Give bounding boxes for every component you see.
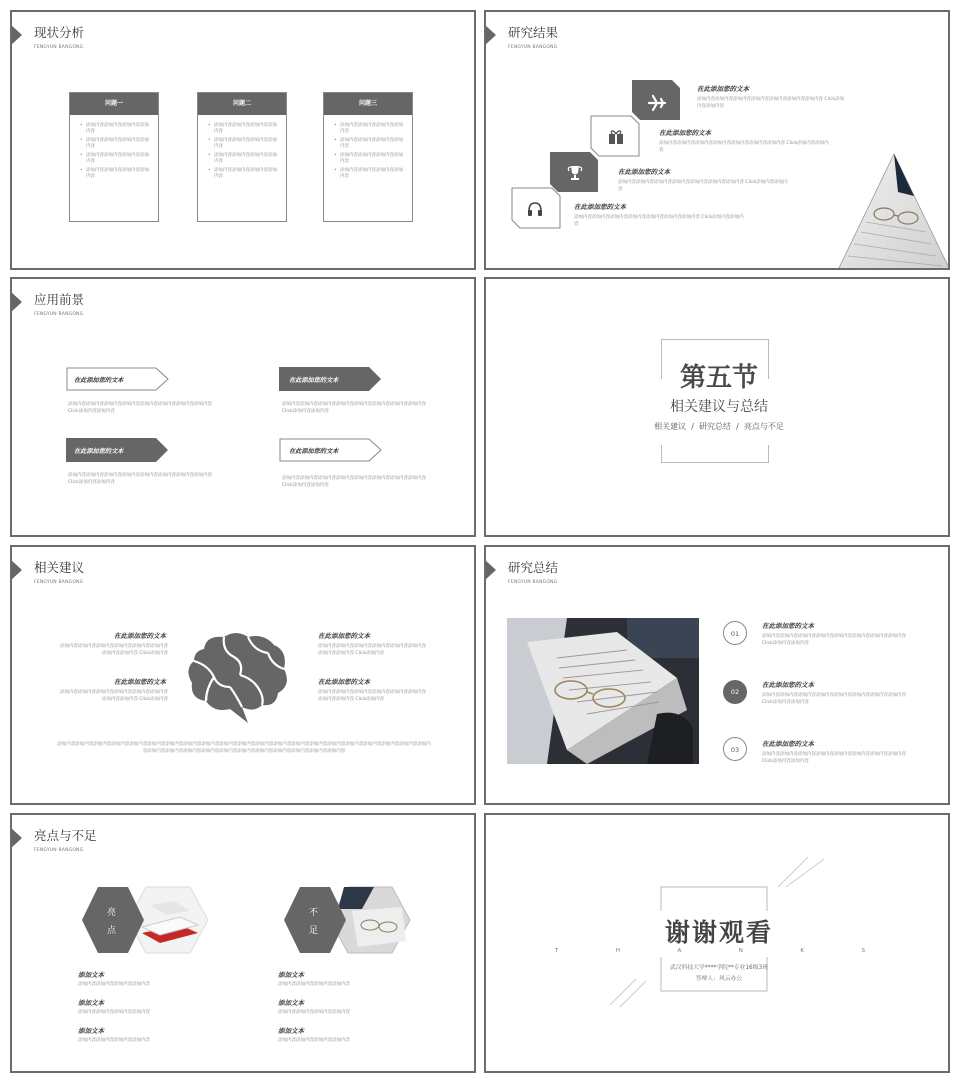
section-title: 相关建议与总结 (670, 399, 768, 415)
bullet-item: • 添加内容添加内容添加内容添加内容 (80, 153, 152, 165)
slide-highlights-shortcomings[interactable] (10, 813, 476, 1073)
item-text: 添加内容添加内容添加内容添加内容 (78, 982, 150, 987)
slide-title: 研究结果 (508, 25, 559, 40)
block-heading: 在此添加您的文本 (114, 632, 166, 640)
result-text: 添加内容添加内容添加内容添加内容添加内容添加内容添加内容 Click添加内容添加内容 (618, 180, 788, 192)
item-text: 添加内容添加内容添加内容添加内容 (278, 1038, 350, 1043)
block-heading: 在此添加您的文本 (318, 678, 370, 686)
item-heading: 添加文本 (278, 971, 304, 979)
slide-section-five[interactable] (484, 277, 950, 537)
shortcomings-hex-graphic (282, 885, 412, 955)
bullet-item: • 添加内容添加内容添加内容添加内容 (334, 138, 406, 150)
footer-text: 添加内容添加内容添加内容添加内容添加内容添加内容添加内容添加内容添加内容添加内容添加内容添加内容添加内容添加内容添加内容添加内容添加内容添加内容添加内容添加内容添加内容添加内容添加内容添加内容添加内容添加内容添加内容添加内容添加内容添加内容添加内容添加内容 (57, 742, 431, 754)
slide-subtitle: FENGYUN BANGONG (508, 580, 558, 585)
problem-card (323, 92, 413, 222)
item-text: 添加内容添加内容添加内容添加内容 (278, 982, 350, 987)
block-text: 添加内容添加内容添加内容添加内容添加内容添加内容添加内容添加内容 Click添加内容 (318, 644, 426, 656)
book-photo-triangle (836, 152, 950, 270)
item-heading: 添加文本 (278, 1027, 304, 1035)
card-heading: 问题一 (70, 93, 158, 115)
slide-subtitle: FENGYUN BANGONG (34, 45, 84, 50)
block-text: 添加内容添加内容添加内容添加内容添加内容添加内容添加内容添加内容 Click添加内容 (60, 644, 168, 656)
result-text: 添加内容添加内容添加内容添加内容添加内容添加内容添加内容 Click添加内容添加内容 (574, 215, 744, 227)
summary-text: 添加内容添加内容添加内容添加内容添加内容添加内容添加内容添加内容 Click添加内容添加内容 (762, 752, 906, 764)
headphones-icon (526, 200, 544, 218)
hex-char: 亮 (107, 908, 117, 918)
tag-text: 添加内容添加内容添加内容添加内容添加内容添加内容添加内容添加内容 Click添加内容添加内容 (68, 473, 212, 485)
tag-label: 在此添加您的文本 (74, 377, 124, 384)
block-text: 添加内容添加内容添加内容添加内容添加内容添加内容添加内容添加内容 Click添加内容 (60, 690, 168, 702)
bullet-item: • 添加内容添加内容添加内容添加内容 (208, 168, 280, 180)
airplane-icon (647, 93, 667, 113)
result-heading: 在此添加您的文本 (574, 203, 626, 211)
result-heading: 在此添加您的文本 (697, 85, 749, 93)
title-marker (10, 827, 22, 849)
thanks-title: 谢谢观看 (664, 918, 773, 947)
hex-char: 足 (309, 926, 319, 936)
book-glasses-photo (507, 618, 699, 764)
block-heading: 在此添加您的文本 (318, 632, 370, 640)
slide-subtitle: FENGYUN BANGONG (34, 848, 84, 853)
slide-research-summary[interactable] (484, 545, 950, 805)
bullet-item: • 添加内容添加内容添加内容添加内容 (80, 168, 152, 180)
section-number: 第五节 (679, 363, 758, 393)
organization: 武汉科技大学****学院**专业16级3班 (669, 965, 769, 971)
tag-text: 添加内容添加内容添加内容添加内容添加内容添加内容添加内容添加内容 Click添加内容添加内容 (282, 402, 426, 414)
slide-status-analysis[interactable] (10, 10, 476, 270)
bullet-item: • 添加内容添加内容添加内容添加内容 (334, 153, 406, 165)
slide-title: 相关建议 (34, 560, 85, 575)
item-heading: 添加文本 (78, 999, 104, 1007)
summary-text: 添加内容添加内容添加内容添加内容添加内容添加内容添加内容添加内容 Click添加内容添加内容 (762, 634, 906, 646)
slide-subtitle: FENGYUN BANGONG (34, 580, 84, 585)
step-number-circle: 01 (723, 621, 747, 645)
item-heading: 添加文本 (78, 1027, 104, 1035)
slide-subtitle: FENGYUN BANGONG (508, 45, 558, 50)
hex-char: 不 (309, 908, 319, 918)
slide-title: 现状分析 (34, 25, 85, 40)
problem-card (197, 92, 287, 222)
tag-text: 添加内容添加内容添加内容添加内容添加内容添加内容添加内容添加内容 Click添加内容添加内容 (68, 402, 212, 414)
card-heading: 问题二 (198, 93, 286, 115)
title-marker (484, 24, 496, 46)
gift-icon (607, 128, 625, 146)
slide-research-results[interactable] (484, 10, 950, 270)
slide-thanks[interactable] (484, 813, 950, 1073)
card-heading: 问题三 (324, 93, 412, 115)
highlights-hex-graphic (80, 885, 210, 955)
bullet-item: • 添加内容添加内容添加内容添加内容 (80, 123, 152, 135)
summary-heading: 在此添加您的文本 (762, 622, 814, 630)
item-text: 添加内容添加内容添加内容添加内容 (278, 1010, 350, 1015)
problem-card (69, 92, 159, 222)
bullet-item: • 添加内容添加内容添加内容添加内容 (80, 138, 152, 150)
bullet-item: • 添加内容添加内容添加内容添加内容 (334, 123, 406, 135)
bullet-item: • 添加内容添加内容添加内容添加内容 (208, 153, 280, 165)
title-marker (484, 559, 496, 581)
trophy-icon (566, 164, 584, 182)
item-heading: 添加文本 (78, 971, 104, 979)
tag-label: 在此添加您的文本 (74, 448, 124, 455)
slide-title: 应用前景 (34, 292, 85, 307)
step-number-circle: 02 (723, 680, 747, 704)
tag-label: 在此添加您的文本 (289, 448, 339, 455)
bullet-item: • 添加内容添加内容添加内容添加内容 (208, 123, 280, 135)
bullet-item: • 添加内容添加内容添加内容添加内容 (208, 138, 280, 150)
result-text: 添加内容添加内容添加内容添加内容添加内容添加内容添加内容 Click添加内容添加内容 (697, 97, 845, 109)
summary-heading: 在此添加您的文本 (762, 740, 814, 748)
slide-title: 研究总结 (508, 560, 559, 575)
slide-application-prospects[interactable] (10, 277, 476, 537)
result-text: 添加内容添加内容添加内容添加内容添加内容添加内容添加内容 Click添加内容添加内容 (659, 141, 829, 153)
item-text: 添加内容添加内容添加内容添加内容 (78, 1038, 150, 1043)
slide-suggestions[interactable] (10, 545, 476, 805)
slide-title: 亮点与不足 (34, 828, 97, 843)
tag-label: 在此添加您的文本 (289, 377, 339, 384)
hex-char: 点 (107, 926, 117, 936)
slide-subtitle: FENGYUN BANGONG (34, 312, 84, 317)
presenter: 答辩人：风云办公 (695, 976, 743, 982)
block-text: 添加内容添加内容添加内容添加内容添加内容添加内容添加内容添加内容 Click添加内容 (318, 690, 426, 702)
summary-heading: 在此添加您的文本 (762, 681, 814, 689)
item-heading: 添加文本 (278, 999, 304, 1007)
thanks-letters: T H A N K S (555, 948, 883, 954)
result-heading: 在此添加您的文本 (618, 168, 670, 176)
title-marker (10, 559, 22, 581)
tag-text: 添加内容添加内容添加内容添加内容添加内容添加内容添加内容添加内容 Click添加内容添加内容 (282, 476, 426, 488)
summary-text: 添加内容添加内容添加内容添加内容添加内容添加内容添加内容添加内容 Click添加内容添加内容 (762, 693, 906, 705)
result-heading: 在此添加您的文本 (659, 129, 711, 137)
brain-icon (184, 629, 294, 725)
section-items: 相关建议 / 研究总结 / 亮点与不足 (654, 422, 784, 431)
block-heading: 在此添加您的文本 (114, 678, 166, 686)
step-number-circle: 03 (723, 737, 747, 761)
title-marker (10, 291, 22, 313)
bullet-item: • 添加内容添加内容添加内容添加内容 (334, 168, 406, 180)
item-text: 添加内容添加内容添加内容添加内容 (78, 1010, 150, 1015)
title-marker (10, 24, 22, 46)
